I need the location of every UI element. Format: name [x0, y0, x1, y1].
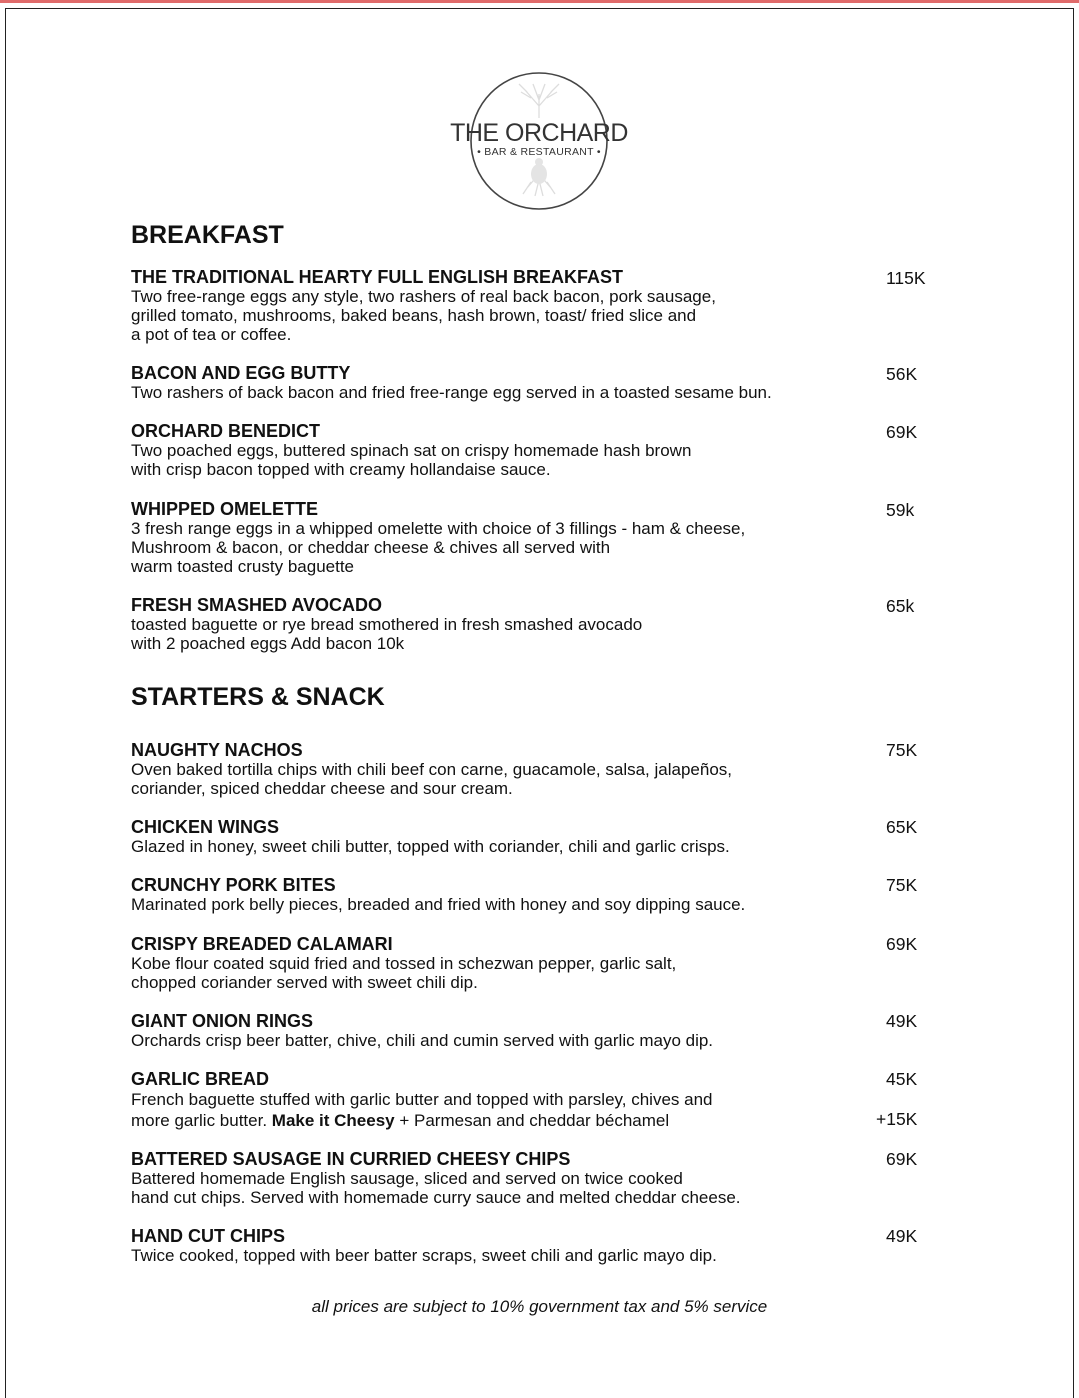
item-name: NAUGHTY NACHOS	[131, 740, 303, 760]
item-description: Orchards crisp beer batter, chive, chili and cumin served with garlic mayo dip.	[131, 1031, 714, 1050]
item-description: Two free-range eggs any style, two rashers of real back bacon, pork sausage, grilled tomato, mushrooms, baked beans, hash brown, toast/ fried slice and a pot of tea or coffee.	[131, 287, 716, 344]
item-price: 115K	[886, 268, 926, 288]
menu-item	[131, 934, 931, 992]
item-price: 65K	[886, 817, 918, 837]
item-name: CRUNCHY PORK BITES	[131, 875, 336, 895]
menu-item	[131, 421, 931, 479]
menu-item	[131, 1069, 931, 1131]
section-title-starters: STARTERS & SNACK	[131, 683, 385, 711]
item-price: 69K	[886, 422, 918, 442]
menu-item	[131, 1011, 931, 1050]
item-description-text: + Parmesan and cheddar béchamel	[394, 1111, 670, 1130]
extra-price: +15K	[876, 1109, 918, 1129]
item-description: Two poached eggs, buttered spinach sat on crispy homemade hash brown with crisp bacon topped with creamy hollandaise sauce.	[131, 441, 692, 479]
item-description-text: more garlic butter.	[131, 1111, 272, 1130]
item-name: HAND CUT CHIPS	[131, 1226, 286, 1246]
item-description-line1: French baguette stuffed with garlic butter and topped with parsley, chives and	[131, 1090, 713, 1109]
item-price: 56K	[886, 364, 918, 384]
item-name: WHIPPED OMELETTE	[131, 499, 319, 519]
menu-item	[131, 817, 931, 856]
menu-item	[131, 595, 931, 653]
item-price: 49K	[886, 1226, 918, 1246]
item-description: 3 fresh range eggs in a whipped omelette with choice of 3 fillings - ham & cheese, Mushroom & bacon, or cheddar cheese & chives all served with warm toasted crusty baguette	[131, 519, 746, 576]
menu-item	[131, 1226, 931, 1265]
item-name: FRESH SMASHED AVOCADO	[131, 595, 383, 615]
tax-footnote: all prices are subject to 10% government tax and 5% service	[311, 1297, 768, 1316]
menu-item	[131, 363, 931, 402]
item-price: 59k	[886, 500, 915, 520]
menu-item	[131, 267, 931, 344]
item-price: 65k	[886, 596, 915, 616]
item-description: Kobe flour coated squid fried and tossed in schezwan pepper, garlic salt, chopped coriander served with sweet chili dip.	[131, 954, 677, 992]
logo-name: THE ORCHARD	[450, 119, 628, 147]
logo-subtitle: • BAR & RESTAURANT •	[477, 146, 601, 158]
item-name: ORCHARD BENEDICT	[131, 421, 320, 441]
item-description: Twice cooked, topped with beer batter scraps, sweet chili and garlic mayo dip.	[131, 1246, 717, 1265]
item-price: 69K	[886, 934, 918, 954]
menu-item	[131, 740, 931, 798]
item-description: Marinated pork belly pieces, breaded and fried with honey and soy dipping sauce.	[131, 895, 746, 914]
item-price: 45K	[886, 1069, 918, 1089]
item-description: Glazed in honey, sweet chili butter, topped with coriander, chili and garlic crisps.	[131, 837, 730, 856]
section-title-breakfast: BREAKFAST	[131, 221, 284, 249]
item-price: 75K	[886, 875, 918, 895]
item-price: 69K	[886, 1149, 918, 1169]
menu-item	[131, 1149, 931, 1207]
top-accent-bar	[0, 0, 1079, 3]
item-description: Oven baked tortilla chips with chili beef con carne, guacamole, salsa, jalapeños, coriander, spiced cheddar cheese and sour cream.	[131, 760, 733, 798]
make-it-cheesy-label: Make it Cheesy	[271, 1111, 395, 1130]
item-name: CHICKEN WINGS	[131, 817, 279, 837]
item-name: THE TRADITIONAL HEARTY FULL ENGLISH BREAKFAST	[131, 267, 624, 287]
item-description: Battered homemade English sausage, sliced and served on twice cooked hand cut chips. Served with homemade curry sauce and melted cheddar cheese.	[131, 1169, 741, 1207]
item-name: GARLIC BREAD	[131, 1069, 269, 1089]
item-name: GIANT ONION RINGS	[131, 1011, 314, 1031]
item-name: BATTERED SAUSAGE IN CURRIED CHEESY CHIPS	[131, 1149, 571, 1169]
item-name: CRISPY BREADED CALAMARI	[131, 934, 393, 954]
item-name: BACON AND EGG BUTTY	[131, 363, 351, 383]
item-description: Two rashers of back bacon and fried free-range egg served in a toasted sesame bun.	[131, 383, 772, 402]
orchard-logo	[450, 70, 628, 212]
menu-item	[131, 499, 931, 576]
item-description: toasted baguette or rye bread smothered in fresh smashed avocado with 2 poached eggs Add bacon 10k	[131, 615, 643, 653]
item-description	[131, 1089, 931, 1131]
item-price: 49K	[886, 1011, 918, 1031]
item-price: 75K	[886, 740, 918, 760]
menu-item	[131, 875, 931, 914]
